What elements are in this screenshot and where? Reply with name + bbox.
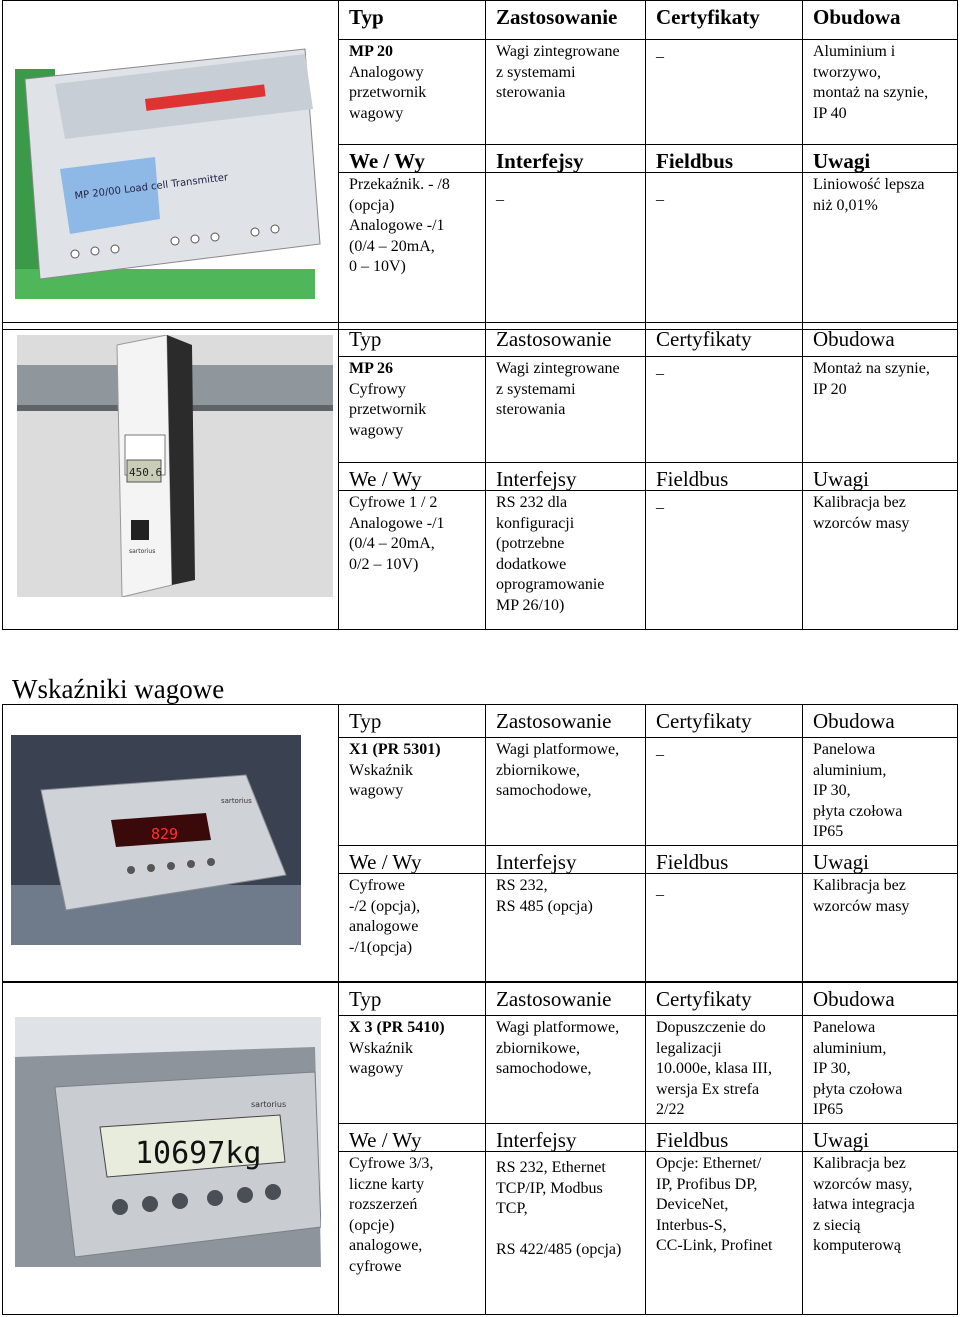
product-name: X1 (PR 5301) — [349, 741, 441, 758]
interfejsy-line: RS 485 (opcja) — [496, 897, 593, 915]
uwagi-line: Kalibracja bez — [813, 877, 906, 894]
header-zastosowanie: Zastosowanie — [486, 705, 646, 738]
we-wy-line: Analogowe -/1 — [349, 514, 445, 532]
we-wy-cell — [339, 491, 486, 630]
obudowa-line: Panelowa — [813, 741, 876, 758]
uwagi-line: wzorców masy — [813, 897, 910, 915]
uwagi-line: wzorców masy — [813, 514, 910, 532]
obudowa-line: montaż na szynie, — [813, 84, 929, 101]
fieldbus-line: _ — [656, 186, 664, 203]
header-certyfikaty: Certyfikaty — [646, 1, 803, 40]
typ-line: Wskaźnik — [349, 761, 413, 779]
certyfikaty-line: _ — [656, 43, 664, 60]
zastosowanie-cell — [486, 40, 646, 145]
uwagi-line: niż 0,01% — [813, 196, 878, 214]
x1-brand: sartorius — [221, 797, 252, 805]
obudowa-line: aluminium, — [813, 761, 887, 779]
certyfikaty-line: 2/22 — [656, 1101, 685, 1118]
header-uwagi: Uwagi — [803, 145, 958, 173]
typ-line: wagowy — [349, 1060, 404, 1077]
header-interfejsy: Interfejsy — [486, 463, 646, 491]
header-certyfikaty: Certyfikaty — [646, 705, 803, 738]
interfejsy-line: MP 26/10) — [496, 596, 565, 614]
zastosowanie-line: zbiornikowe, — [496, 1039, 580, 1057]
zastosowanie-line: Wagi platformowe, — [496, 1019, 620, 1036]
typ-cell — [339, 40, 486, 145]
interfejsy-line: TCP/IP, Modbus — [496, 1179, 603, 1197]
we-wy-line: Cyfrowe 1 / 2 — [349, 494, 438, 511]
uwagi-line: Kalibracja bez — [813, 1155, 906, 1172]
header-obudowa: Obudowa — [803, 323, 958, 357]
zastosowanie-line: z systemami — [496, 380, 576, 398]
interfejsy-line: (potrzebne — [496, 535, 565, 552]
certyfikaty-line: wersja Ex strefa — [656, 1080, 760, 1098]
we-wy-line: -/2 (opcja), — [349, 897, 421, 915]
we-wy-line: 0/2 – 10V) — [349, 555, 419, 573]
fieldbus-line: CC-Link, Profinet — [656, 1237, 773, 1254]
header-obudowa: Obudowa — [803, 1, 958, 40]
uwagi-cell — [803, 874, 958, 982]
zastosowanie-cell — [486, 738, 646, 846]
we-wy-line: (0/4 – 20mA, — [349, 237, 435, 255]
typ-cell — [339, 738, 486, 846]
x3-brand: sartorius — [251, 1100, 287, 1109]
zastosowanie-line: Wagi zintegrowane — [496, 360, 620, 377]
header-we-wy: We / Wy — [339, 1124, 486, 1152]
typ-line: wagowy — [349, 782, 404, 799]
certyfikaty-line: _ — [656, 741, 664, 758]
x3-display-text: 10697kg — [135, 1136, 262, 1171]
certyfikaty-cell — [646, 1016, 803, 1124]
certyfikaty-cell — [646, 40, 803, 145]
interfejsy-line: dodatkowe — [496, 555, 567, 573]
product-table-x3 — [2, 982, 958, 1315]
header-fieldbus: Fieldbus — [646, 1124, 803, 1152]
interfejsy-line: _ — [496, 186, 504, 203]
certyfikaty-line: _ — [656, 360, 664, 377]
header-certyfikaty: Certyfikaty — [646, 323, 803, 357]
certyfikaty-line: Dopuszczenie do — [656, 1019, 766, 1036]
header-interfejsy: Interfejsy — [486, 846, 646, 874]
we-wy-line: analogowe — [349, 918, 419, 935]
header-uwagi: Uwagi — [803, 1124, 958, 1152]
header-typ: Typ — [339, 323, 486, 357]
we-wy-line: (opcja) — [349, 196, 395, 214]
header-interfejsy: Interfejsy — [486, 145, 646, 173]
we-wy-line: Cyfrowe — [349, 877, 405, 894]
we-wy-cell — [339, 874, 486, 982]
fieldbus-line: _ — [656, 881, 664, 898]
obudowa-cell — [803, 738, 958, 846]
interfejsy-line: RS 232, Ethernet — [496, 1159, 606, 1176]
typ-cell — [339, 1016, 486, 1124]
interfejsy-line: RS 422/485 (opcja) — [496, 1241, 622, 1258]
typ-line: przetwornik — [349, 84, 427, 101]
uwagi-cell — [803, 491, 958, 630]
zastosowanie-line: samochodowe, — [496, 1060, 592, 1077]
we-wy-line: cyfrowe — [349, 1257, 402, 1275]
zastosowanie-line: Wagi platformowe, — [496, 741, 620, 758]
interfejsy-line: RS 232, — [496, 877, 548, 894]
fieldbus-cell — [646, 173, 803, 330]
uwagi-line: wzorców masy, — [813, 1175, 913, 1193]
fieldbus-cell — [646, 874, 803, 982]
header-typ: Typ — [339, 983, 486, 1016]
header-obudowa: Obudowa — [803, 705, 958, 738]
zastosowanie-line: sterowania — [496, 84, 566, 101]
mp20-device-label: MP 20/00 Load cell Transmitter — [74, 172, 229, 202]
mp20-device-image — [15, 29, 335, 329]
header-fieldbus: Fieldbus — [646, 846, 803, 874]
mp26-image-cell — [3, 323, 339, 630]
fieldbus-line: Interbus-S, — [656, 1216, 727, 1234]
zastosowanie-line: z systemami — [496, 63, 576, 81]
header-typ: Typ — [339, 705, 486, 738]
uwagi-line: z siecią — [813, 1216, 861, 1234]
interfejsy-cell — [486, 874, 646, 982]
x3-indicator-image — [15, 1017, 321, 1267]
product-name: MP 20 — [349, 43, 393, 60]
fieldbus-line: _ — [656, 494, 664, 511]
header-fieldbus: Fieldbus — [646, 145, 803, 173]
typ-line: Analogowy — [349, 63, 424, 81]
certyfikaty-line: 10.000e, klasa III, — [656, 1060, 772, 1077]
typ-line: Wskaźnik — [349, 1039, 413, 1057]
obudowa-line: płyta czołowa — [813, 1080, 903, 1098]
we-wy-line: 0 – 10V) — [349, 258, 406, 275]
header-we-wy: We / Wy — [339, 463, 486, 491]
section-title: Wskaźniki wagowe — [12, 674, 225, 704]
x1-indicator-image — [11, 735, 301, 945]
fieldbus-line: DeviceNet, — [656, 1196, 729, 1213]
uwagi-cell — [803, 173, 958, 330]
typ-line: wagowy — [349, 104, 404, 122]
obudowa-line: IP 30, — [813, 1060, 851, 1077]
fieldbus-cell — [646, 491, 803, 630]
product-table-mp26 — [2, 322, 958, 630]
obudowa-line: Aluminium i — [813, 43, 896, 60]
interfejsy-cell — [486, 491, 646, 630]
interfejsy-line: TCP, — [496, 1200, 528, 1217]
typ-cell — [339, 357, 486, 463]
zastosowanie-cell — [486, 1016, 646, 1124]
typ-line: przetwornik — [349, 401, 427, 418]
mp20-image-cell — [3, 1, 339, 330]
interfejsy-line: oprogramowanie — [496, 576, 605, 593]
typ-line: Cyfrowy — [349, 380, 406, 398]
fieldbus-line: Opcje: Ethernet/ — [656, 1155, 762, 1172]
uwagi-line: Kalibracja bez — [813, 494, 906, 511]
obudowa-cell — [803, 1016, 958, 1124]
we-wy-cell — [339, 1152, 486, 1315]
zastosowanie-line: Wagi zintegrowane — [496, 43, 620, 60]
obudowa-line: Montaż na szynie, — [813, 360, 930, 377]
uwagi-line: komputerową — [813, 1237, 901, 1254]
obudowa-cell — [803, 357, 958, 463]
obudowa-line: aluminium, — [813, 1039, 887, 1057]
obudowa-line: IP 20 — [813, 380, 847, 398]
product-name: X 3 (PR 5410) — [349, 1019, 445, 1036]
header-we-wy: We / Wy — [339, 145, 486, 173]
obudowa-cell — [803, 40, 958, 145]
obudowa-line: IP 40 — [813, 104, 847, 122]
obudowa-line: Panelowa — [813, 1019, 876, 1036]
uwagi-line: Liniowość lepsza — [813, 176, 925, 193]
product-table-mp20 — [2, 0, 958, 330]
certyfikaty-line: legalizacji — [656, 1039, 722, 1057]
header-zastosowanie: Zastosowanie — [486, 323, 646, 357]
zastosowanie-line: zbiornikowe, — [496, 761, 580, 779]
zastosowanie-line: samochodowe, — [496, 782, 592, 799]
we-wy-line: analogowe, — [349, 1237, 423, 1254]
fieldbus-cell — [646, 1152, 803, 1315]
certyfikaty-cell — [646, 357, 803, 463]
header-zastosowanie: Zastosowanie — [486, 1, 646, 40]
product-table-x1 — [2, 704, 958, 982]
header-uwagi: Uwagi — [803, 846, 958, 874]
mp26-device-image — [17, 335, 333, 597]
we-wy-line: rozszerzeń — [349, 1196, 418, 1213]
obudowa-line: tworzywo, — [813, 63, 881, 81]
obudowa-line: IP65 — [813, 1101, 844, 1118]
interfejsy-line: konfiguracji — [496, 514, 575, 532]
x1-image-cell — [3, 705, 339, 982]
header-we-wy: We / Wy — [339, 846, 486, 874]
we-wy-line: liczne karty — [349, 1175, 425, 1193]
we-wy-line: Analogowe -/1 — [349, 217, 445, 234]
header-typ: Typ — [339, 1, 486, 40]
product-name: MP 26 — [349, 360, 393, 377]
header-certyfikaty: Certyfikaty — [646, 983, 803, 1016]
we-wy-line: (0/4 – 20mA, — [349, 535, 435, 552]
interfejsy-cell — [486, 173, 646, 330]
certyfikaty-cell — [646, 738, 803, 846]
we-wy-line: -/1(opcja) — [349, 938, 413, 956]
mp26-brand: sartorius — [129, 548, 156, 555]
x3-image-cell — [3, 983, 339, 1315]
interfejsy-line — [496, 1220, 645, 1241]
x1-display-text: 829 — [151, 825, 179, 843]
uwagi-line: łatwa integracja — [813, 1196, 915, 1213]
interfejsy-cell — [486, 1152, 646, 1315]
fieldbus-line: IP, Profibus DP, — [656, 1175, 758, 1193]
interfejsy-line: RS 232 dla — [496, 494, 568, 511]
typ-line: wagowy — [349, 421, 404, 439]
header-interfejsy: Interfejsy — [486, 1124, 646, 1152]
uwagi-cell — [803, 1152, 958, 1315]
header-fieldbus: Fieldbus — [646, 463, 803, 491]
zastosowanie-cell — [486, 357, 646, 463]
zastosowanie-line: sterowania — [496, 401, 566, 418]
we-wy-line: Przekaźnik. - /8 — [349, 176, 450, 193]
obudowa-line: płyta czołowa — [813, 802, 903, 820]
we-wy-cell — [339, 173, 486, 330]
header-uwagi: Uwagi — [803, 463, 958, 491]
obudowa-line: IP65 — [813, 823, 844, 840]
header-obudowa: Obudowa — [803, 983, 958, 1016]
header-zastosowanie: Zastosowanie — [486, 983, 646, 1016]
we-wy-line: Cyfrowe 3/3, — [349, 1155, 434, 1172]
mp26-display-text: 450.6 — [129, 466, 163, 479]
we-wy-line: (opcje) — [349, 1216, 395, 1234]
obudowa-line: IP 30, — [813, 782, 851, 799]
